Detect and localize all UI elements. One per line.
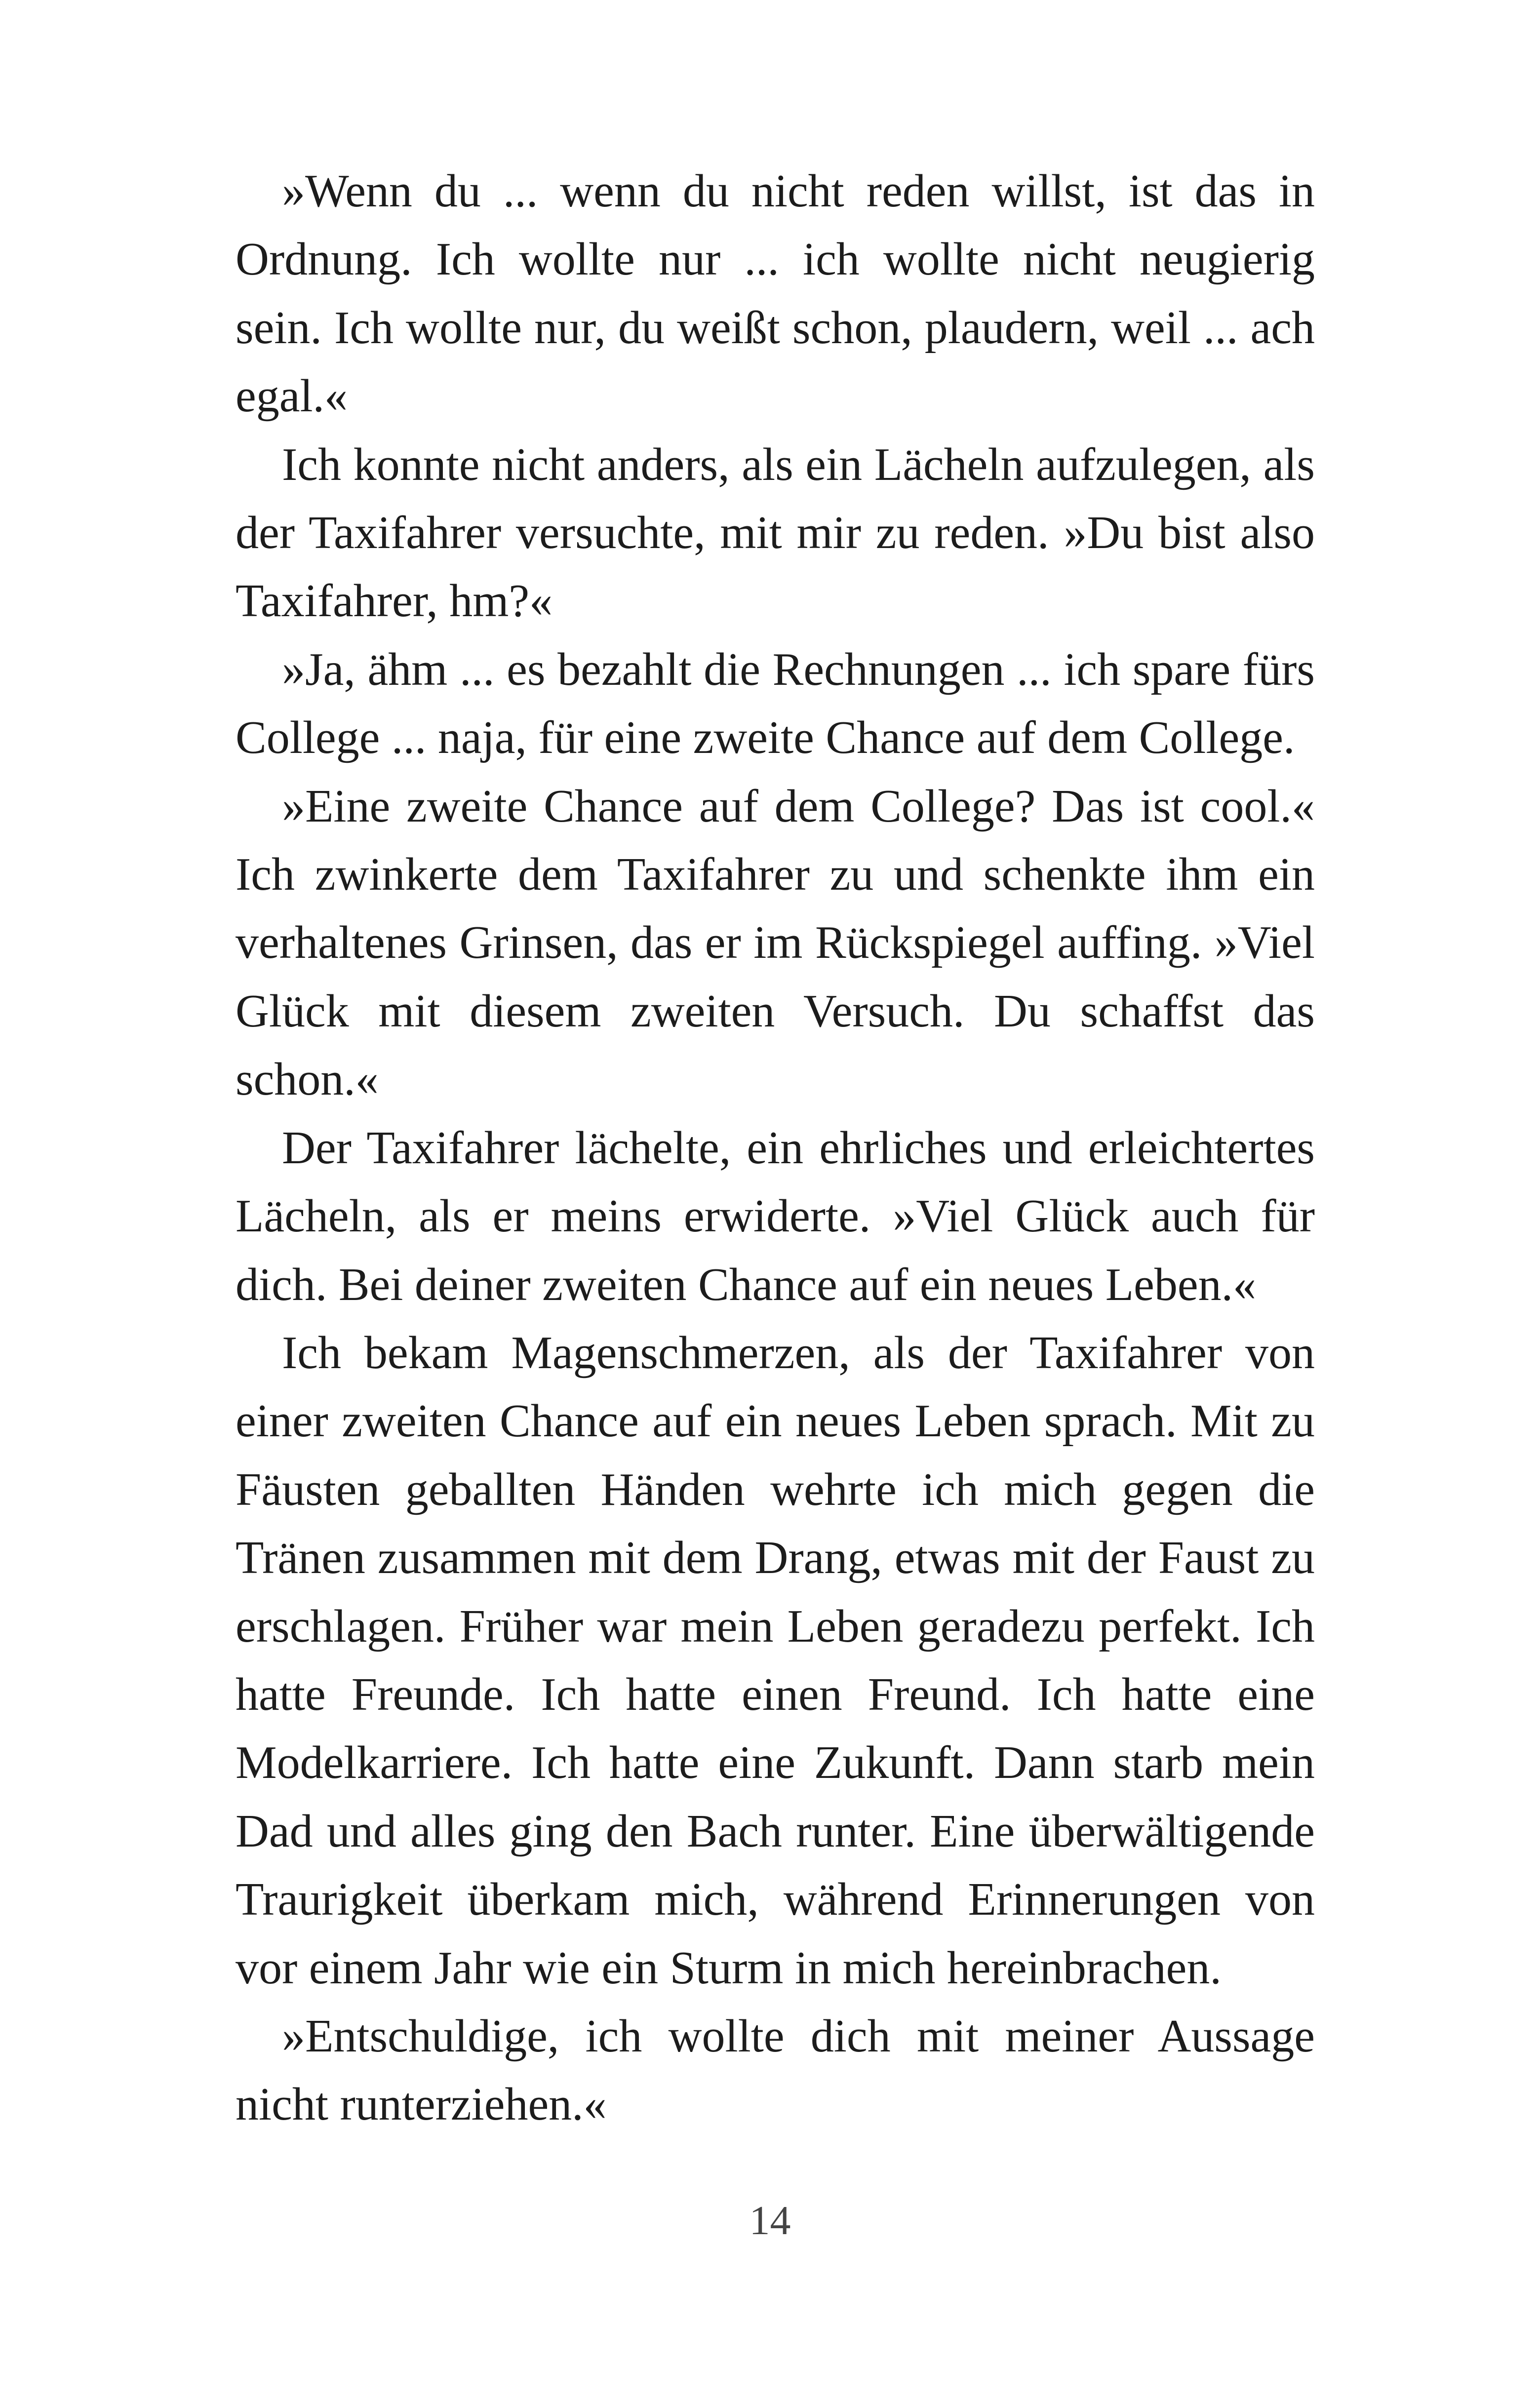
paragraph: »Wenn du ... wenn du nicht reden willst, ist das in Ordnung. Ich wollte nur ... ich wollte nicht neugierig sein. Ich wollte nur, du weißt schon, plaudern, weil ... ach egal.« [236,165,1315,422]
paragraph: Ich bekam Magenschmerzen, als der Taxifahrer von einer zweiten Chance auf ein neues Leben sprach. Mit zu Fäusten geballten Händen wehrte ich mich gegen die Tränen zusammen mit dem Drang, etwas mit der Faust zu erschlagen. Früher war mein Leben geradezu perfekt. Ich hatte Freunde. Ich hatte einen Freund. Ich hatte eine Modelkarriere. Ich hatte eine Zukunft. Dann starb mein Dad und alles ging den Bach runter. Eine überwältigende Traurigkeit überkam mich, während Erinnerungen von vor einem Jahr wie ein Sturm in mich hereinbrachen. [236,1327,1315,1994]
paragraph: »Ja, ähm ... es bezahlt die Rechnungen ... ich spare fürs College ... naja, für eine zweite Chance auf dem College. [236,643,1315,764]
page-number: 14 [749,2198,791,2244]
paragraph: Der Taxifahrer lächelte, ein ehrliches und erleichtertes Lächeln, als er meins erwiderte. »Viel Glück auch für dich. Bei deiner zweiten Chance auf ein neues Leben.« [236,1122,1315,1310]
body-text [236,157,1315,2139]
paragraph: Ich konnte nicht anders, als ein Lächeln aufzulegen, als der Taxifahrer versuchte, mit mir zu reden. »Du bist also Taxifahrer, hm?« [236,438,1315,627]
paragraph: »Eine zweite Chance auf dem College? Das ist cool.« Ich zwinkerte dem Taxifahrer zu und schenkte ihm ein verhaltenes Grinsen, das er im Rückspiegel auffing. »Viel Glück mit diesem zweiten Versuch. Du schaffst das schon.« [236,780,1315,1105]
paragraph: »Entschuldige, ich wollte dich mit meiner Aussage nicht runterziehen.« [236,2010,1315,2130]
